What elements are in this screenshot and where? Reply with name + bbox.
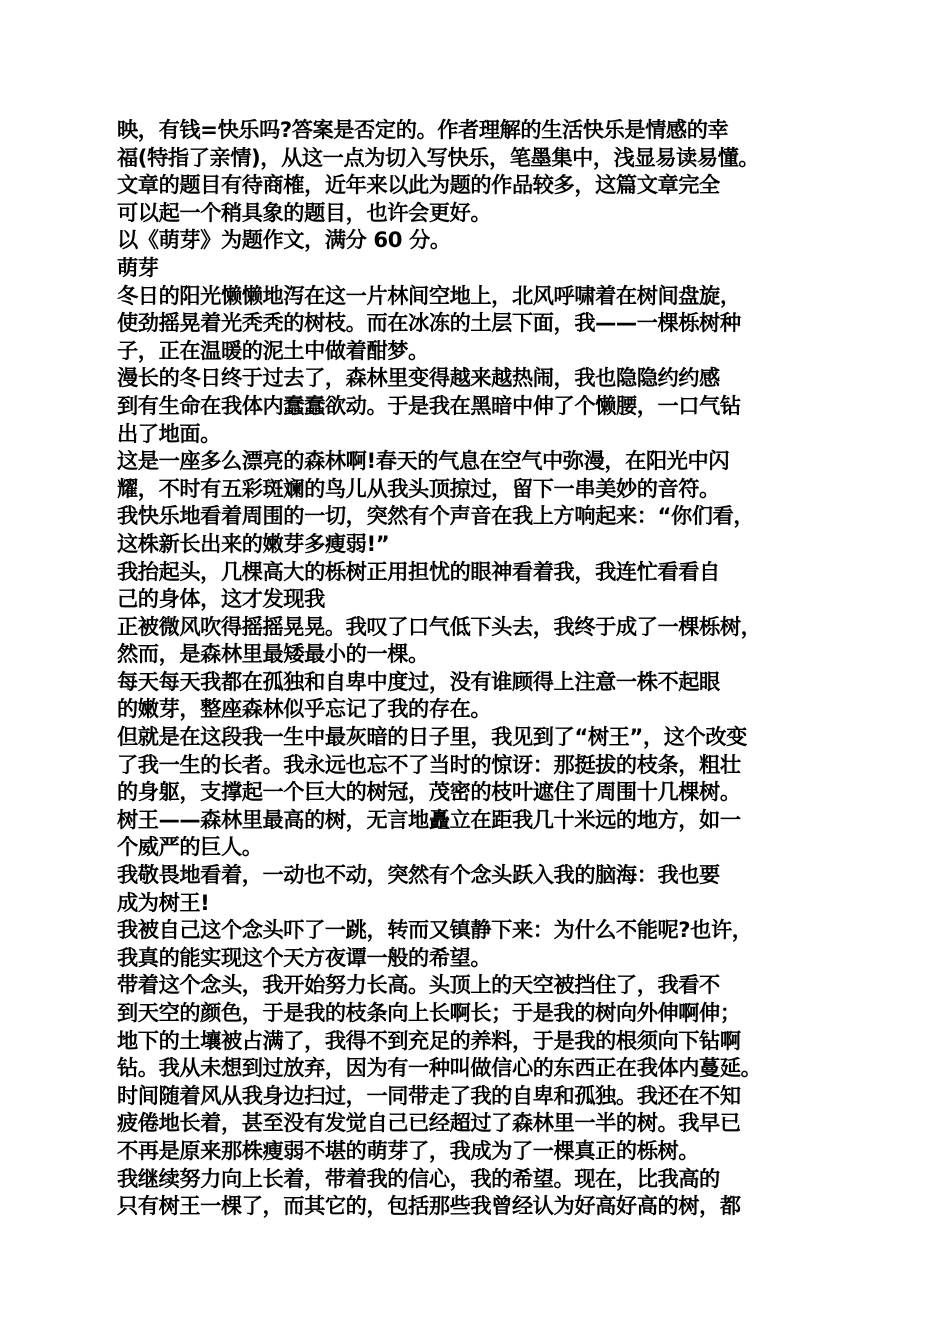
text-line: 然而，是森林里最矮最小的一棵。: [117, 641, 429, 667]
text-line: 只有树王一棵了，而其它的，包括那些我曾经认为好高好高的树，都: [117, 1193, 741, 1219]
text-line: 映，有钱=快乐吗?答案是否定的。作者理解的生活快乐是情感的幸: [117, 117, 729, 142]
text-line: 个威严的巨人。: [117, 834, 263, 860]
text-line: 时间随着风从我身边扫过，一同带走了我的自卑和孤独。我还在不知: [117, 1082, 741, 1108]
text-line: 钻。我从未想到过放弃，因为有一种叫做信心的东西正在我体内蔓延。: [117, 1055, 762, 1081]
text-line: 的身躯，支撑起一个巨大的树冠，茂密的枝叶遮住了周围十几棵树。: [117, 779, 741, 805]
text-line: 带着这个念头，我开始努力长高。头顶上的天空被挡住了，我看不: [117, 972, 720, 998]
text-line: 到天空的颜色，于是我的枝条向上长啊长；于是我的树向外伸啊伸；: [117, 1000, 741, 1025]
text-line: 每天每天我都在孤独和自卑中度过，没有谁顾得上注意一株不起眼: [117, 668, 720, 694]
text-line: 成为树王!: [117, 889, 210, 915]
text-line: 文章的题目有待商榷，近年来以此为题的作品较多，这篇文章完全: [117, 172, 720, 198]
text-line: 可以起一个稍具象的题目，也许会更好。: [117, 199, 492, 225]
text-line: 的嫩芽，整座森林似乎忘记了我的存在。: [117, 696, 492, 722]
text-line: 不再是原来那株瘦弱不堪的萌芽了，我成为了一棵真正的栎树。: [117, 1137, 700, 1163]
text-line: 我抬起头，几棵高大的栎树正用担忧的眼神看着我，我连忙看看自: [117, 558, 720, 584]
text-line: 树王——森林里最高的树，无言地矗立在距我几十米远的地方，如一: [117, 806, 741, 832]
text-line: 这是一座多么漂亮的森林啊!春天的气息在空气中弥漫，在阳光中闪: [117, 448, 730, 474]
text-line: 子，正在温暖的泥土中做着酣梦。: [117, 337, 429, 363]
text-line: 我敬畏地看着，一动也不动，突然有个念头跃入我的脑海：我也要: [117, 862, 720, 888]
text-line: 耀，不时有五彩斑斓的鸟儿从我头顶掠过，留下一串美妙的音符。: [117, 475, 720, 501]
text-line: 我真的能实现这个天方夜谭一般的希望。: [117, 944, 492, 970]
text-line: 地下的土壤被占满了，我得不到充足的养料，于是我的根须向下钻啊: [117, 1027, 741, 1053]
text-line: 这株新长出来的嫩芽多瘦弱!”: [117, 530, 390, 556]
essay-title: 萌芽: [117, 254, 159, 280]
text-line: 漫长的冬日终于过去了，森林里变得越来越热闹，我也隐隐约约感: [117, 365, 720, 391]
text-line: 但就是在这段我一生中最灰暗的日子里，我见到了“树王”，这个改变: [117, 724, 747, 750]
text-line: 了我一生的长者。我永远也忘不了当时的惊讶：那挺拔的枝条，粗壮: [117, 751, 741, 777]
text-line: 正被微风吹得摇摇晃晃。我叹了口气低下头去，我终于成了一棵栎树，: [117, 613, 762, 639]
text-line: 我继续努力向上长着，带着我的信心，我的希望。现在，比我高的: [117, 1165, 720, 1191]
text-line: 出了地面。: [117, 420, 221, 446]
document-page: [117, 116, 843, 1220]
text-line: 我被自己这个念头吓了一跳，转而又镇静下来：为什么不能呢?也许，: [117, 917, 753, 943]
text-line: 己的身体，这才发现我: [117, 586, 325, 612]
text-line: 到有生命在我体内蠢蠢欲动。于是我在黑暗中伸了个懒腰，一口气钻: [117, 392, 741, 418]
text-line: 疲倦地长着，甚至没有发觉自己已经超过了森林里一半的树。我早已: [117, 1110, 741, 1136]
text-line: 我快乐地看着周围的一切，突然有个声音在我上方响起来：“你们看，: [117, 503, 755, 529]
text-line: 以《萌芽》为题作文，满分 60 分。: [117, 227, 451, 253]
text-line: 福(特指了亲情)，从这一点为切入写快乐，笔墨集中，浅显易读易懂。: [117, 144, 760, 170]
text-line: 冬日的阳光懒懒地泻在这一片林间空地上，北风呼啸着在树间盘旋，: [117, 282, 741, 308]
text-line: 使劲摇晃着光秃秃的树枝。而在冰冻的土层下面，我——一棵栎树种: [117, 310, 741, 336]
